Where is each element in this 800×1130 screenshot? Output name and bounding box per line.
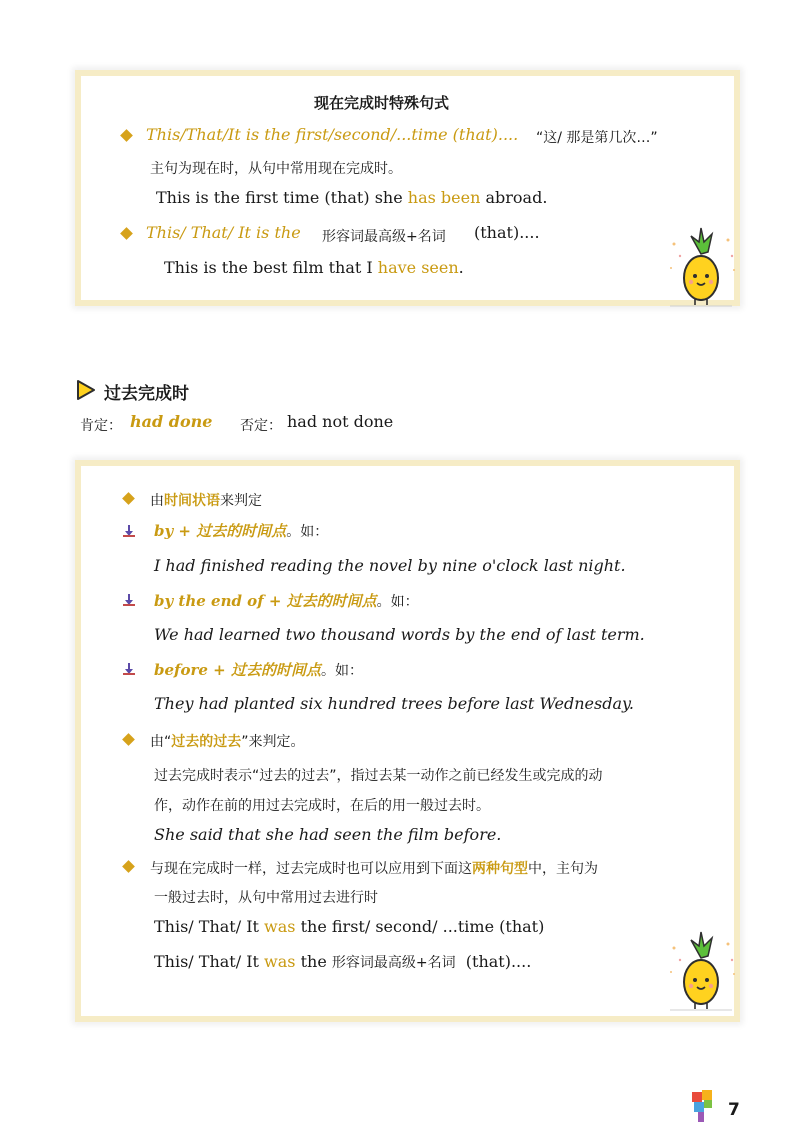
pattern-was-first-time: This/ That/ It was the first/ second/ ...time (that) <box>154 917 545 936</box>
sub-rule-by-the-end-of: by the end of + 过去的时间点。如： <box>154 592 419 610</box>
pineapple-mascot-icon <box>666 226 736 311</box>
example-superlative: This is the best film that I have seen. <box>164 258 464 277</box>
example-first-time: This is the first time (that) she has been abroad. <box>156 188 548 207</box>
pattern-superlative: This/ That/ It is the <box>146 223 301 242</box>
rule-two-patterns: 与现在完成时一样，过去完成时也可以应用到下面这两种句型中，主句为 <box>150 861 598 877</box>
box1-title: 现在完成时特殊句式 <box>314 94 450 112</box>
pattern-was-superlative: This/ That/ It was the 形容词最高级+名词 (that).... <box>154 952 532 971</box>
rule-time-adverbial: 由时间状语来判定 <box>150 493 262 509</box>
play-arrow-icon <box>74 378 98 402</box>
negative-label: 否定： <box>240 418 282 434</box>
pattern-superlative-tail: (that).... <box>474 223 540 242</box>
rule-past-of-past-line2: 作，动作在前的用过去完成时，在后的用一般过去时。 <box>154 798 490 814</box>
rule-past-of-past: 由“过去的过去”来判定。 <box>150 734 305 750</box>
page-number: 7 <box>728 1100 740 1120</box>
pineapple-mascot-icon <box>666 930 736 1015</box>
example-by-the-end-of: We had learned two thousand words by the end of last term. <box>154 625 645 644</box>
example-past-of-past: She said that she had seen the film before. <box>154 825 502 844</box>
arrow-sub-bullet-icon <box>122 593 136 607</box>
sub-rule-by: by + 过去的时间点。如： <box>154 522 329 540</box>
negative-form: had not done <box>287 412 394 431</box>
pattern-superlative-cn: 形容词最高级+名词 <box>322 229 446 245</box>
brand-logo-icon <box>690 1088 718 1124</box>
affirmative-form: had done <box>130 412 213 431</box>
rule-past-of-past-line1: 过去完成时表示“过去的过去”，指过去某一动作之前已经发生或完成的动 <box>154 768 603 784</box>
pattern-first-time-meaning: “这/ 那是第几次…” <box>536 130 658 146</box>
arrow-sub-bullet-icon <box>122 524 136 538</box>
rule-two-patterns-line2: 一般过去时，从句中常用过去进行时 <box>154 890 378 906</box>
sub-rule-before: before + 过去的时间点。如： <box>154 661 363 679</box>
arrow-sub-bullet-icon <box>122 662 136 676</box>
example-by: I had finished reading the novel by nine o'clock last night. <box>154 556 626 575</box>
section-heading: 过去完成时 <box>104 384 189 404</box>
example-before: They had planted six hundred trees before last Wednesday. <box>154 694 634 713</box>
pattern-first-time: This/That/It is the first/second/...time (that).... <box>146 125 519 144</box>
pattern-note: 主句为现在时，从句中常用现在完成时。 <box>150 161 402 177</box>
affirmative-label: 肯定： <box>80 418 122 434</box>
